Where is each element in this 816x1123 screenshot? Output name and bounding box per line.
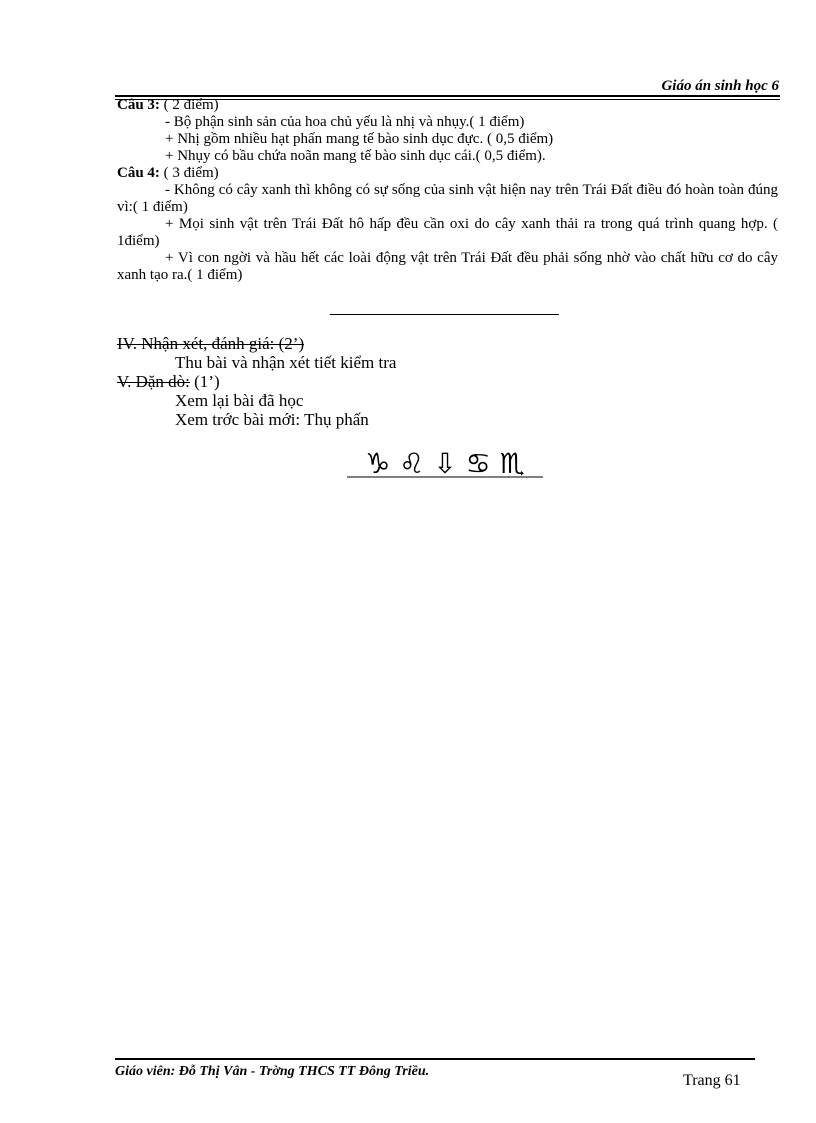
decorative-symbols-divider: [345, 443, 545, 485]
question-4-points: ( 3 điểm): [159, 165, 219, 181]
question-4-heading: [117, 165, 778, 182]
section-5-line-2: Xem trớc bài mới: Thụ phấn: [175, 410, 369, 429]
question-4-label: Câu 4:: [117, 165, 160, 181]
question-4-paragraph-3: + Vì con ngời và hầu hết các loài động vật trên Trái Đất đều phải sống nhờ vào chất hữu cơ do cây xanh tạo ra.( 1 điểm): [117, 250, 778, 283]
question-4-paragraph-2: + Mọi sinh vật trên Trái Đất hô hấp đều cần oxi do cây xanh thải ra trong quá trình quang hợp. ( 1điểm): [117, 216, 778, 249]
section-5-heading: V. Dặn dò:: [117, 372, 190, 391]
footer-author: Giáo viên: Đỗ Thị Vân - Trờng THCS TT Đông Triều.: [115, 1064, 430, 1079]
section-4: [117, 334, 717, 372]
question-3-label: Câu 3:: [117, 97, 160, 113]
question-3-line-3: + Nhụy có bầu chứa noãn mang tế bào sinh dục cái.( 0,5 điểm).: [165, 148, 546, 164]
question-3-points: ( 2 điểm): [159, 97, 219, 113]
page-number: Trang 61: [683, 1072, 741, 1089]
question-4-paragraph-1: - Không có cây xanh thì không có sự sống của sinh vật hiện nay trên Trái Đất điều đó hoàn toàn đúng vì:( 1 điểm): [117, 182, 778, 215]
question-3-heading: [117, 97, 778, 114]
section-5-time: (1’): [189, 372, 220, 391]
question-3-line-2: + Nhị gồm nhiều hạt phấn mang tế bào sinh dục đực. ( 0,5 điểm): [165, 131, 554, 147]
question-3-line-1: - Bộ phận sinh sản của hoa chủ yếu là nhị và nhụy.( 1 điểm): [165, 114, 525, 130]
section-4-heading: IV. Nhận xét, đánh giá: (2’): [117, 334, 305, 353]
section-5-line-1: Xem lại bài đã học: [175, 391, 304, 410]
answer-key: [117, 97, 778, 284]
footer-rule: [115, 1058, 755, 1060]
section-separator: [330, 314, 559, 315]
section-4-line: Thu bài và nhận xét tiết kiểm tra: [175, 353, 397, 372]
section-5: [117, 372, 717, 429]
zodiac-symbols-icon: ♑ ♌ ⇩ ♋ ♏: [365, 447, 525, 480]
header-title: Giáo án sinh học 6: [661, 78, 779, 94]
